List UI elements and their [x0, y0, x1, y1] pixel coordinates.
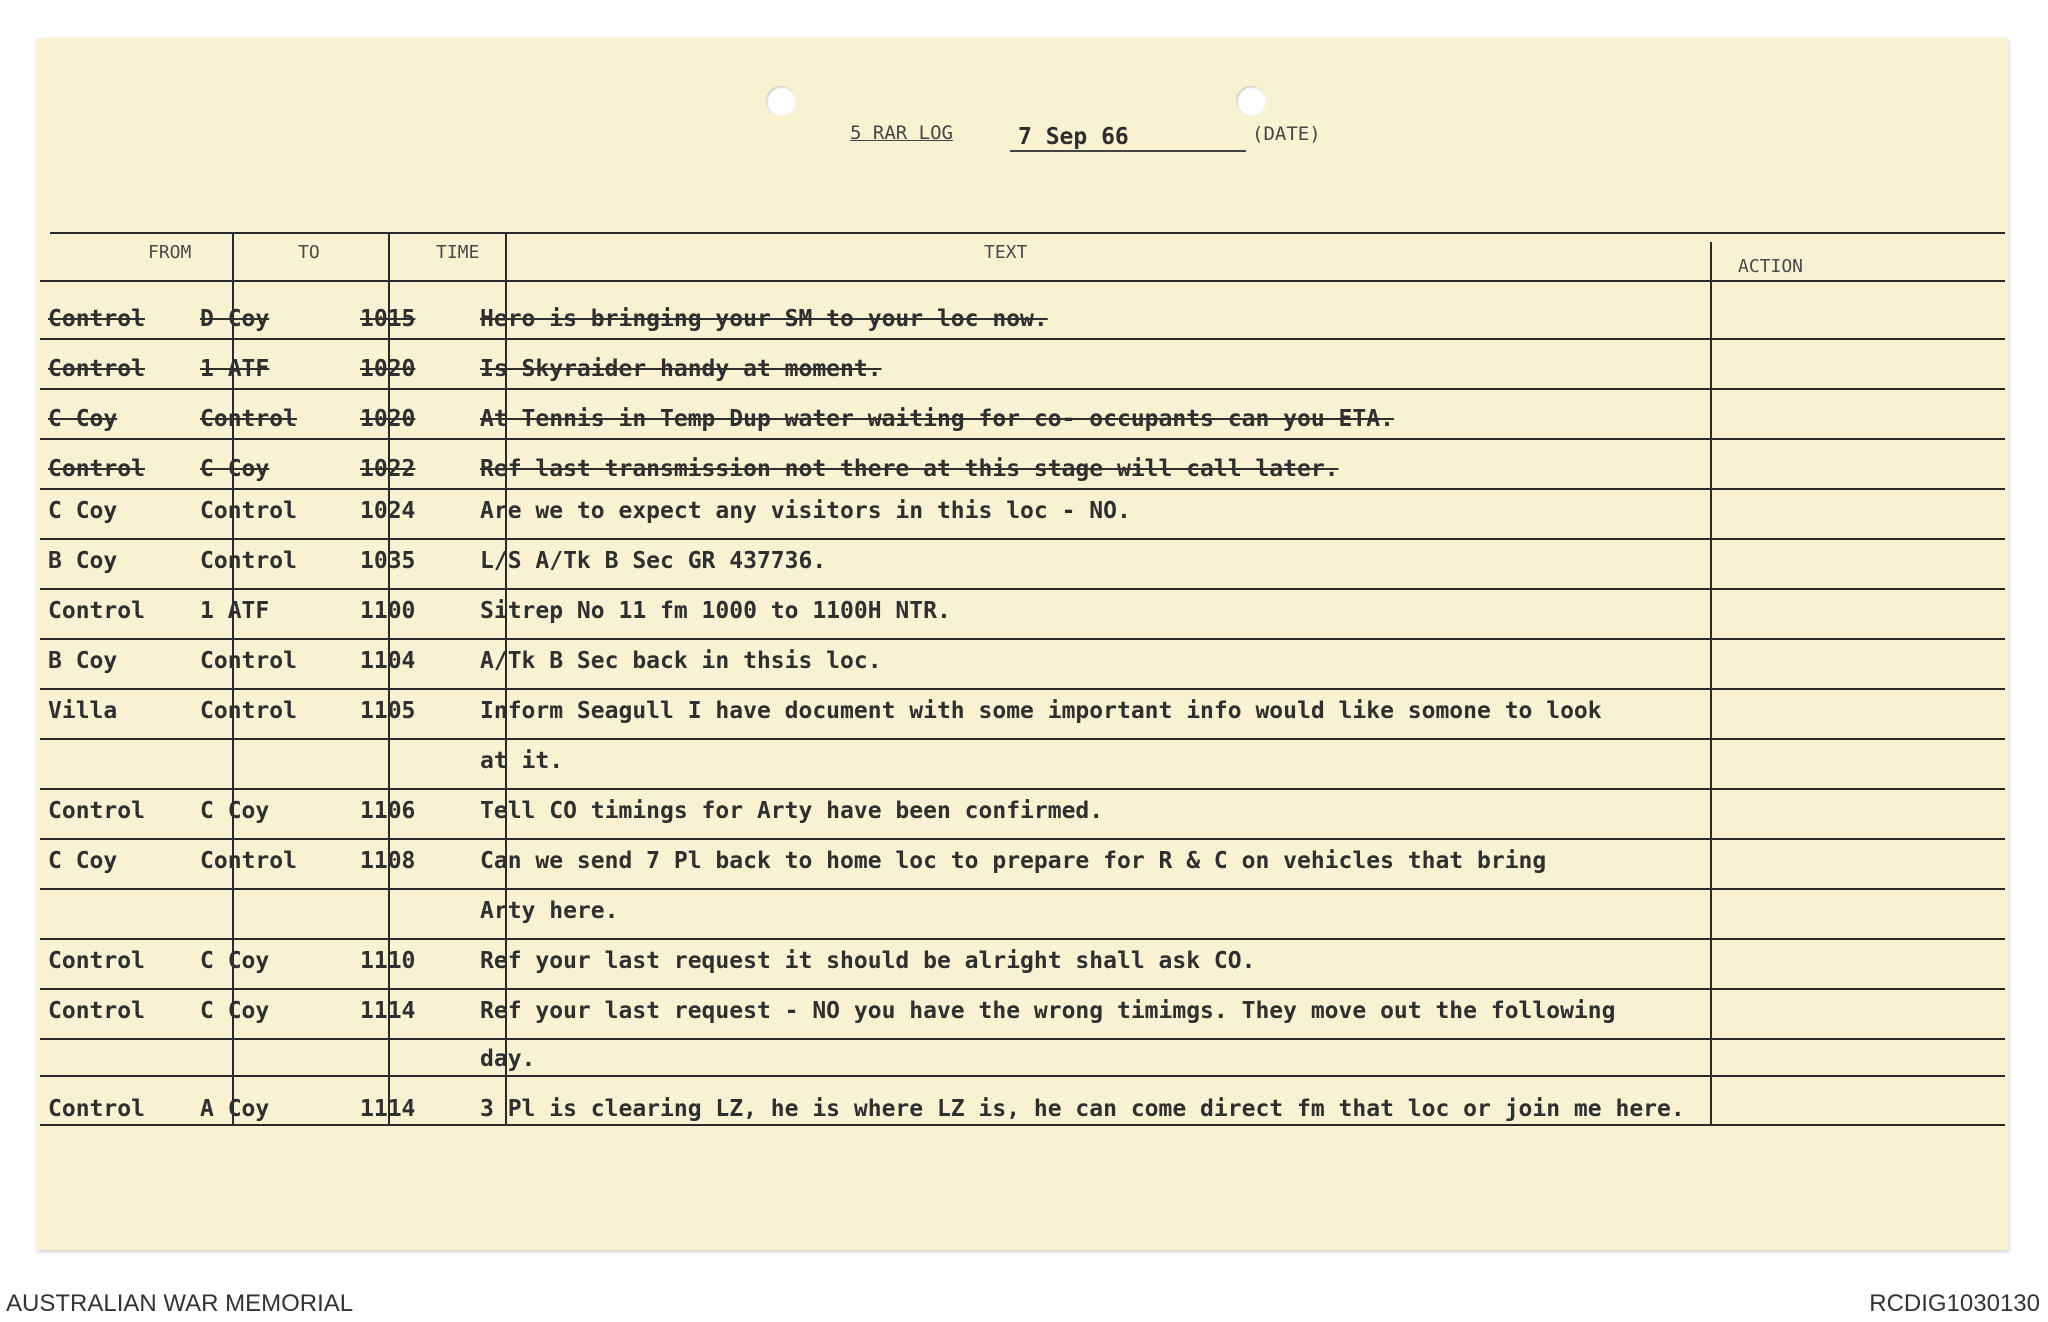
row-rule: [40, 1075, 2005, 1077]
row-to: 1 ATF: [200, 356, 270, 382]
row-from: Villa: [48, 698, 118, 724]
row-rule: [40, 1038, 2005, 1040]
row-from: Control: [48, 948, 145, 974]
row-text: Ref your last request it should be alright shall ask CO.: [480, 948, 1256, 974]
punch-hole-left: [766, 86, 796, 116]
row-to: D Coy: [200, 306, 270, 332]
row-text: Can we send 7 Pl back to home loc to prepare for R & C on vehicles that bring: [480, 848, 1547, 874]
footer-record-id: RCDIG1030130: [1869, 1290, 2040, 1317]
log-sheet: [36, 38, 2008, 1250]
row-rule: [40, 588, 2005, 590]
row-time: 1110: [360, 948, 416, 974]
row-from: C Coy: [48, 848, 118, 874]
row-rule: [40, 338, 2005, 340]
row-from: C Coy: [48, 498, 118, 524]
row-text: Arty here.: [480, 898, 619, 924]
row-from: B Coy: [48, 648, 118, 674]
row-time: 1114: [360, 998, 416, 1024]
row-text: Sitrep No 11 fm 1000 to 1100H NTR.: [480, 598, 951, 624]
row-time: 1106: [360, 798, 416, 824]
col-header-text: TEXT: [984, 242, 1028, 263]
row-text: Ref last transmission not there at this stage will call later.: [480, 456, 1339, 482]
row-text: day.: [480, 1046, 536, 1072]
row-rule: [40, 438, 2005, 440]
row-rule: [40, 738, 2005, 740]
row-from: C Coy: [48, 406, 118, 432]
row-from: Control: [48, 356, 145, 382]
row-rule: [40, 888, 2005, 890]
punch-hole-right: [1236, 86, 1266, 116]
date-label: (DATE): [1252, 123, 1321, 145]
row-rule: [40, 388, 2005, 390]
col-header-to: TO: [298, 242, 320, 263]
row-text: Inform Seagull I have document with some important info would like somone to look: [480, 698, 1602, 724]
row-time: 1020: [360, 356, 416, 382]
row-text: A/Tk B Sec back in thsis loc.: [480, 648, 882, 674]
log-date: 7 Sep 66: [1018, 124, 1129, 150]
row-rule: [40, 988, 2005, 990]
row-from: B Coy: [48, 548, 118, 574]
col-header-from: FROM: [148, 242, 192, 263]
row-text: L/S A/Tk B Sec GR 437736.: [480, 548, 827, 574]
row-to: Control: [200, 648, 297, 674]
col-header-action: ACTION: [1738, 256, 1804, 277]
row-to: Control: [200, 848, 297, 874]
row-to: Control: [200, 498, 297, 524]
row-to: Control: [200, 698, 297, 724]
row-time: 1015: [360, 306, 416, 332]
row-text: 3 Pl is clearing LZ, he is where LZ is, he can come direct fm that loc or join me here.: [480, 1096, 1685, 1122]
row-from: Control: [48, 798, 145, 824]
row-rule: [40, 938, 2005, 940]
row-text: At Tennis in Temp Dup water waiting for co- occupants can you ETA.: [480, 406, 1394, 432]
row-time: 1105: [360, 698, 416, 724]
col-header-time: TIME: [436, 242, 480, 263]
row-time: 1108: [360, 848, 416, 874]
row-time: 1024: [360, 498, 416, 524]
row-time: 1114: [360, 1096, 416, 1122]
row-from: Control: [48, 456, 145, 482]
row-time: 1035: [360, 548, 416, 574]
row-rule: [40, 838, 2005, 840]
row-to: C Coy: [200, 998, 270, 1024]
row-rule: [40, 638, 2005, 640]
row-time: 1104: [360, 648, 416, 674]
row-to: A Coy: [200, 1096, 270, 1122]
row-to: 1 ATF: [200, 598, 270, 624]
log-title: 5 RAR LOG: [850, 122, 953, 144]
footer-institution: AUSTRALIAN WAR MEMORIAL: [6, 1290, 354, 1317]
row-text: Ref your last request - NO you have the wrong timimgs. They move out the following: [480, 998, 1616, 1024]
row-rule: [40, 538, 2005, 540]
row-from: Control: [48, 1096, 145, 1122]
row-rule: [40, 488, 2005, 490]
row-to: C Coy: [200, 456, 270, 482]
row-time: 1100: [360, 598, 416, 624]
row-from: Control: [48, 598, 145, 624]
row-time: 1020: [360, 406, 416, 432]
row-from: Control: [48, 998, 145, 1024]
row-text: at it.: [480, 748, 564, 774]
col-divider-action: [1710, 242, 1712, 1126]
row-text: Hero is bringing your SM to your loc now.: [480, 306, 1048, 332]
row-to: C Coy: [200, 798, 270, 824]
row-time: 1022: [360, 456, 416, 482]
row-rule: [40, 788, 2005, 790]
row-to: Control: [200, 406, 297, 432]
row-rule: [40, 1124, 2005, 1126]
row-text: Are we to expect any visitors in this loc - NO.: [480, 498, 1131, 524]
row-text: Tell CO timings for Arty have been confirmed.: [480, 798, 1104, 824]
table-top-rule: [50, 232, 2005, 234]
row-text: Is Skyraider handy at moment.: [480, 356, 882, 382]
row-from: Control: [48, 306, 145, 332]
row-rule: [40, 688, 2005, 690]
date-underline: [1010, 150, 1246, 152]
row-to: Control: [200, 548, 297, 574]
row-to: C Coy: [200, 948, 270, 974]
